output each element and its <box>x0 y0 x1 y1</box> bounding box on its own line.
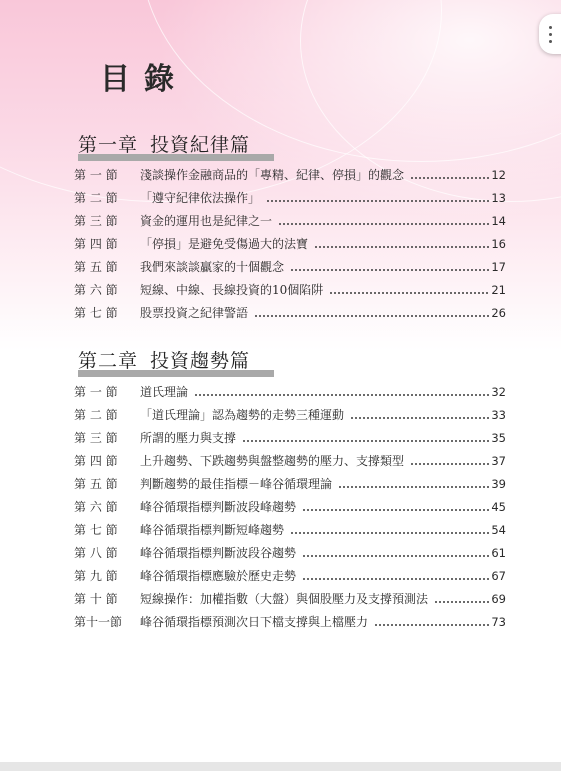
dot-leader <box>374 616 489 628</box>
toc-row[interactable] <box>74 232 506 255</box>
section-number: 第 十 節 <box>74 592 118 606</box>
more-options-button[interactable] <box>539 14 561 54</box>
page-number: 16 <box>491 236 506 251</box>
section-number: 第 七 節 <box>74 523 118 537</box>
page-number: 17 <box>491 259 506 274</box>
section-number: 第 五 節 <box>74 260 118 274</box>
page-number: 12 <box>491 167 506 182</box>
dot-leader <box>254 307 489 319</box>
section-title: 上升趨勢、下跌趨勢與盤整趨勢的壓力、支撐類型 <box>140 454 405 468</box>
section-title: 股票投資之紀律警語 <box>140 306 249 320</box>
section-number: 第 七 節 <box>74 306 118 320</box>
page-number: 37 <box>491 453 506 468</box>
dot-leader <box>314 238 489 250</box>
page-number: 61 <box>491 545 506 560</box>
toc-row[interactable] <box>74 610 506 633</box>
section-title: 峰谷循環指標預測次日下檔支撐與上檔壓力 <box>140 615 369 629</box>
chapter-number: 第一章 <box>78 134 139 156</box>
chapter-title: 投資紀律篇 <box>150 134 251 156</box>
dot-leader <box>338 478 489 490</box>
page-number: 33 <box>491 407 506 422</box>
section-title: 淺談操作金融商品的「專精、紀律、停損」的觀念 <box>140 168 405 182</box>
dot-leader <box>329 284 489 296</box>
toc-row[interactable] <box>74 449 506 472</box>
toc-list-chapter-2 <box>74 380 506 633</box>
toc-row[interactable] <box>74 278 506 301</box>
section-number: 第 六 節 <box>74 283 118 297</box>
toc-row[interactable] <box>74 495 506 518</box>
section-title: 「遵守紀律依法操作」 <box>140 191 261 205</box>
page-number: 32 <box>491 384 506 399</box>
page-number: 73 <box>491 614 506 629</box>
page-number: 45 <box>491 499 506 514</box>
dot-leader <box>290 261 489 273</box>
section-number: 第 八 節 <box>74 546 118 560</box>
toc-row[interactable] <box>74 301 506 324</box>
dot-leader <box>242 432 489 444</box>
section-number: 第 三 節 <box>74 214 118 228</box>
page-number: 26 <box>491 305 506 320</box>
page-number: 69 <box>491 591 506 606</box>
toc-row[interactable] <box>74 518 506 541</box>
section-number: 第 一 節 <box>74 168 118 182</box>
toc-row[interactable] <box>74 403 506 426</box>
page-title: 目錄 <box>100 62 188 97</box>
section-number: 第 二 節 <box>74 408 118 422</box>
chapter-number: 第二章 <box>78 350 139 372</box>
section-title: 峰谷循環指標判斷波段峰趨勢 <box>140 500 297 514</box>
section-number: 第 六 節 <box>74 500 118 514</box>
section-number: 第 四 節 <box>74 454 118 468</box>
section-title: 道氏理論 <box>140 385 189 399</box>
section-title: 資金的運用也是紀律之一 <box>140 214 273 228</box>
dot-leader <box>350 409 489 421</box>
chapter-heading-2 <box>78 346 274 377</box>
section-number: 第 三 節 <box>74 431 118 445</box>
toc-row[interactable] <box>74 564 506 587</box>
chapter-heading-1 <box>78 130 274 161</box>
dot-leader <box>302 547 489 559</box>
toc-list-chapter-1 <box>74 163 506 324</box>
page-number: 13 <box>491 190 506 205</box>
section-number: 第十一節 <box>74 615 123 629</box>
dot-leader <box>410 169 489 181</box>
section-number: 第 一 節 <box>74 385 118 399</box>
dot-leader <box>302 570 489 582</box>
section-title: 所謂的壓力與支撐 <box>140 431 237 445</box>
toc-row[interactable] <box>74 587 506 610</box>
toc-row[interactable] <box>74 426 506 449</box>
dot-leader <box>302 501 489 513</box>
toc-row[interactable] <box>74 541 506 564</box>
section-number: 第 四 節 <box>74 237 118 251</box>
page-number: 21 <box>491 282 506 297</box>
dot-leader <box>434 593 489 605</box>
section-title: 短線、中線、長線投資的10個陷阱 <box>140 283 324 297</box>
section-title: 「道氏理論」認為趨勢的走勢三種運動 <box>140 408 345 422</box>
toc-row[interactable] <box>74 209 506 232</box>
page-number: 54 <box>491 522 506 537</box>
section-title: 短線操作：加權指數（大盤）與個股壓力及支撐預測法 <box>140 592 429 606</box>
page-number: 14 <box>491 213 506 228</box>
toc-row[interactable] <box>74 255 506 278</box>
page-number: 67 <box>491 568 506 583</box>
section-title: 峰谷循環指標應驗於歷史走勢 <box>140 569 297 583</box>
section-number: 第 二 節 <box>74 191 118 205</box>
dot-leader <box>194 386 489 398</box>
dot-leader <box>266 192 489 204</box>
section-title: 判斷趨勢的最佳指標－峰谷循環理論 <box>140 477 333 491</box>
dot-leader <box>278 215 489 227</box>
toc-row[interactable] <box>74 380 506 403</box>
vertical-dots-icon <box>549 24 552 45</box>
section-title: 「停損」是避免受傷過大的法寶 <box>140 237 309 251</box>
page-bottom-edge <box>0 762 561 771</box>
section-title: 我們來談談贏家的十個觀念 <box>140 260 285 274</box>
toc-row[interactable] <box>74 186 506 209</box>
page-number: 39 <box>491 476 506 491</box>
dot-leader <box>410 455 489 467</box>
section-number: 第 九 節 <box>74 569 118 583</box>
section-title: 峰谷循環指標判斷波段谷趨勢 <box>140 546 297 560</box>
dot-leader <box>290 524 489 536</box>
toc-row[interactable] <box>74 163 506 186</box>
section-title: 峰谷循環指標判斷短峰趨勢 <box>140 523 285 537</box>
page-number: 35 <box>491 430 506 445</box>
toc-row[interactable] <box>74 472 506 495</box>
section-number: 第 五 節 <box>74 477 118 491</box>
chapter-title: 投資趨勢篇 <box>150 350 251 372</box>
